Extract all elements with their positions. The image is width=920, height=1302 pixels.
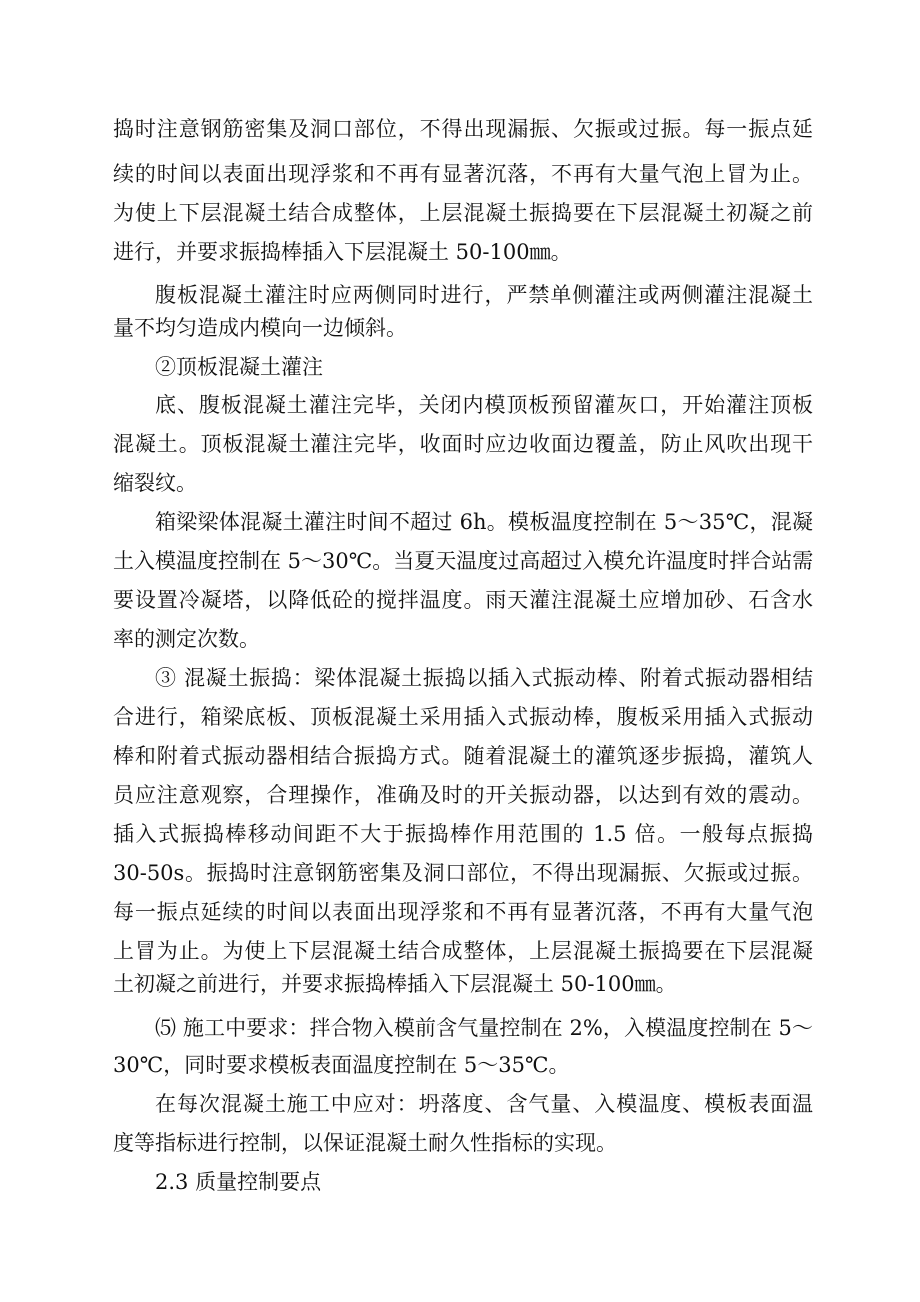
paragraph-line: 底、腹板混凝土灌注完毕，关闭内模顶板预留灌灰口，开始灌注顶板 bbox=[155, 393, 813, 417]
paragraph-line: 度等指标进行控制，以保证混凝土耐久性指标的实现。 bbox=[113, 1131, 617, 1155]
paragraph-line: 进行，并要求振捣棒插入下层混凝土 50-100㎜。 bbox=[113, 240, 572, 264]
paragraph-line: 插入式振捣棒移动间距不大于振捣棒作用范围的 1.5 倍。一般每点振捣 bbox=[113, 822, 813, 846]
paragraph-line: 30℃，同时要求模板表面温度控制在 5～35℃。 bbox=[113, 1053, 570, 1077]
paragraph-line: 每一振点延续的时间以表面出现浮浆和不再有显著沉落，不再有大量气泡 bbox=[113, 900, 813, 924]
section-heading: ②顶板混凝土灌注 bbox=[155, 355, 323, 379]
paragraph-line: 在每次混凝土施工中应对：坍落度、含气量、入模温度、模板表面温 bbox=[155, 1092, 813, 1116]
paragraph-line: 土初凝之前进行，并要求振捣棒插入下层混凝土 50-100㎜。 bbox=[113, 972, 677, 996]
paragraph-line: 混凝土。顶板混凝土灌注完毕，收面时应边收面边覆盖，防止风吹出现干 bbox=[113, 432, 813, 456]
paragraph-line: 捣时注意钢筋密集及洞口部位，不得出现漏振、欠振或过振。每一振点延 bbox=[113, 117, 813, 141]
paragraph-line: 上冒为止。为使上下层混凝土结合成整体，上层混凝土振捣要在下层混凝 bbox=[113, 939, 813, 963]
paragraph-line: 率的测定次数。 bbox=[113, 627, 260, 651]
section-heading: 2.3 质量控制要点 bbox=[155, 1170, 322, 1194]
paragraph-line: 30-50s。振捣时注意钢筋密集及洞口部位，不得出现漏振、欠振或过振。 bbox=[113, 861, 813, 885]
paragraph-line: 土入模温度控制在 5～30℃。当夏天温度过高超过入模允许温度时拌合站需 bbox=[113, 549, 814, 573]
paragraph-line: 为使上下层混凝土结合成整体，上层混凝土振捣要在下层混凝土初凝之前 bbox=[113, 201, 813, 225]
paragraph-line: 缩裂纹。 bbox=[113, 471, 197, 495]
paragraph-line: ⑸ 施工中要求：拌合物入模前含气量控制在 2%，入模温度控制在 5～ bbox=[155, 1016, 813, 1040]
paragraph-line: 箱梁梁体混凝土灌注时间不超过 6h。模板温度控制在 5～35℃，混凝 bbox=[155, 510, 813, 534]
paragraph-line: 腹板混凝土灌注时应两侧同时进行，严禁单侧灌注或两侧灌注混凝土 bbox=[155, 283, 813, 307]
paragraph-line: 要设置冷凝塔，以降低砼的搅拌温度。雨天灌注混凝土应增加砂、石含水 bbox=[113, 588, 813, 612]
paragraph-line: 量不均匀造成内模向一边倾斜。 bbox=[113, 316, 407, 340]
paragraph-line: 合进行，箱梁底板、顶板混凝土采用插入式振动棒，腹板采用插入式振动 bbox=[113, 705, 813, 729]
paragraph-line: 续的时间以表面出现浮浆和不再有显著沉落，不再有大量气泡上冒为止。 bbox=[113, 162, 813, 186]
paragraph-line: 棒和附着式振动器相结合振捣方式。随着混凝土的灌筑逐步振捣，灌筑人 bbox=[113, 744, 813, 768]
paragraph-line: 员应注意观察，合理操作，准确及时的开关振动器，以达到有效的震动。 bbox=[113, 783, 813, 807]
paragraph-line: ③ 混凝土振捣：梁体混凝土振捣以插入式振动棒、附着式振动器相结 bbox=[155, 666, 813, 690]
